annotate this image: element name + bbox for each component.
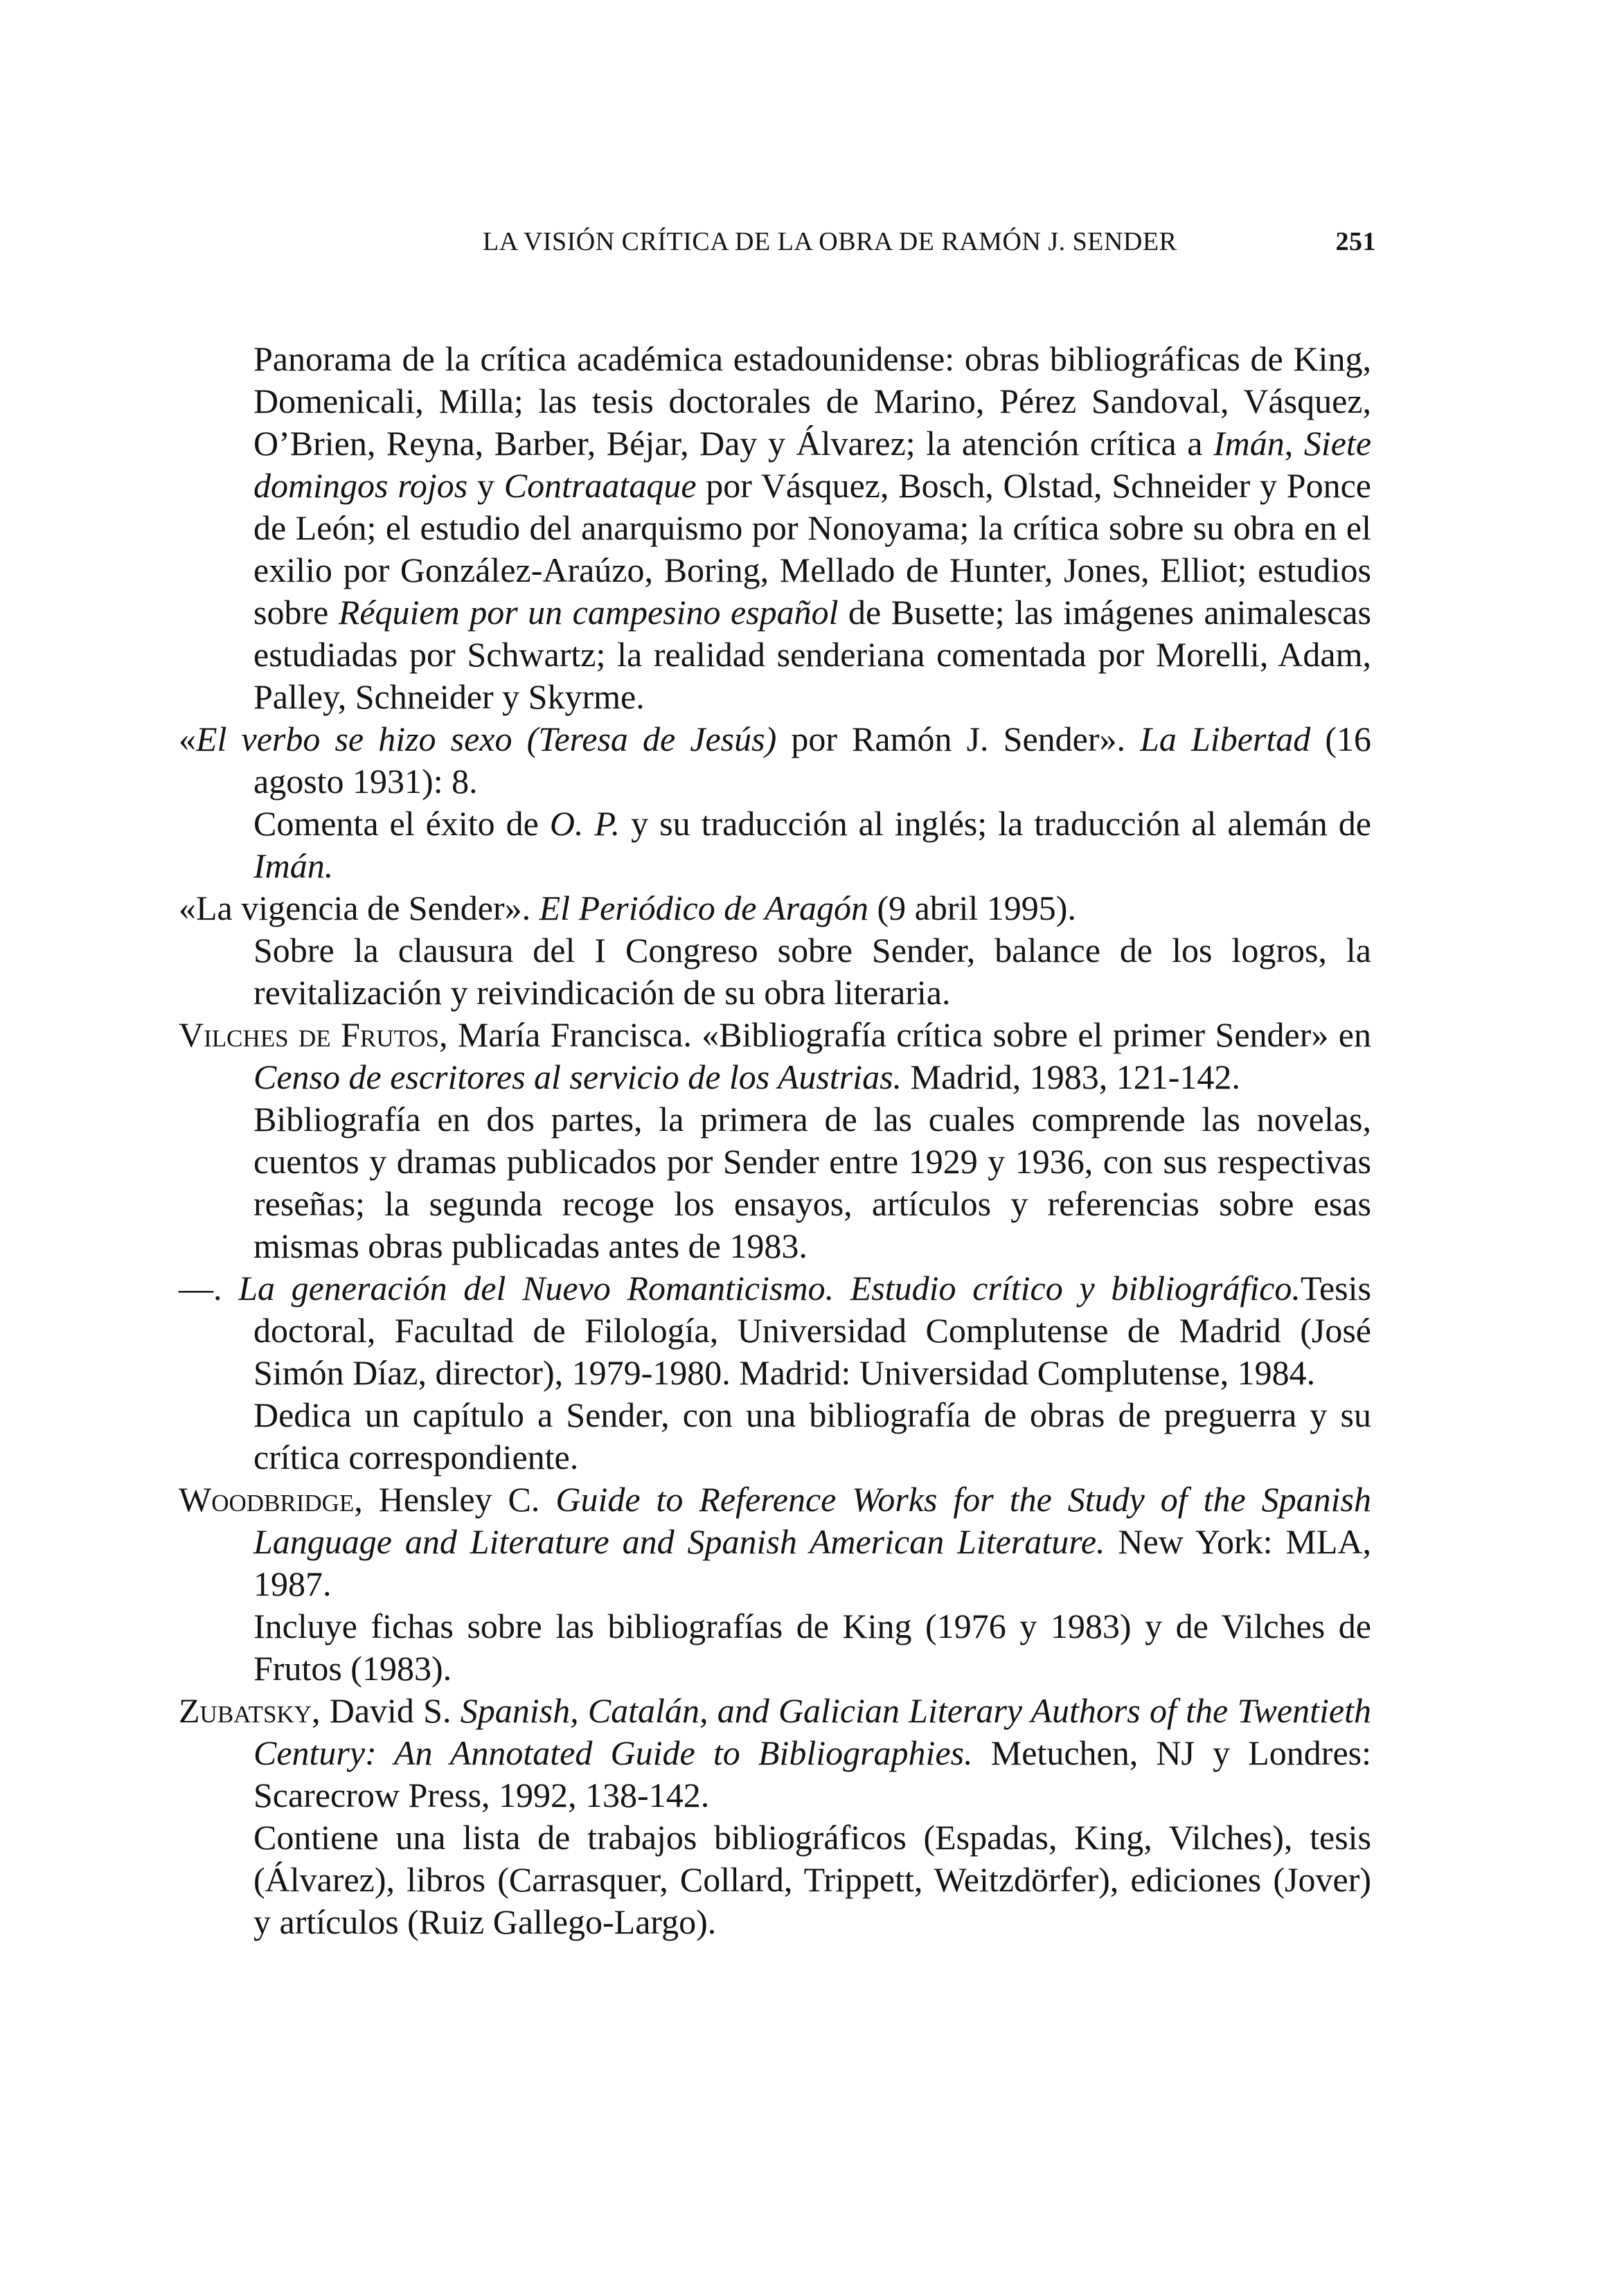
annotation-vilches-tesis: Dedica un capítulo a Sender, con una bibliografía de obras de preguerra y su crítica correspondiente. (253, 1395, 1371, 1476)
bibliography-entry-woodbridge: Woodbridge, Hensley C. Guide to Reference Works for the Study of the Spanish Language and Literature and Spanish American Literature. New York: MLA, 1987. (179, 1480, 1372, 1603)
running-title: LA VISIÓN CRÍTICA DE LA OBRA DE RAMÓN J. SENDER (483, 227, 1177, 256)
author-name: Vilches de Frutos (179, 1015, 440, 1054)
bibliography-entry-vilches-tesis: —. La generación del Nuevo Romanticismo. Estudio crítico y bibliográfico.Tesis doctoral, Facultad de Filología, Universidad Complutense de Madrid (José Simón Díaz, director), 1979-1980. Madrid: Universidad Complutense, 1984. (179, 1269, 1371, 1392)
bibliography-entry-vigencia: «La vigencia de Sender». El Periódico de Aragón (9 abril 1995). (179, 889, 1076, 927)
page-number: 251 (1335, 227, 1376, 256)
annotation-continued: Panorama de la crítica académica estadounidense: obras bibliográficas de King, Domenicali, Milla; las tesis doctorales de Marino, Pérez Sandoval, Vásquez, O’Brien, Reyna, Barber, Béjar, Day y Álvarez; la atención crítica a Imán, Siete domingos rojos y Contraataque por Vásquez, Bosch, Olstad, Schneider y Ponce de León; el estudio del anarquismo por Nonoyama; la crítica sobre su obra en el exilio por González-Araúzo, Boring, Mellado de Hunter, Jones, Elliot; estudios sobre Réquiem por un campesino español de Busette; las imágenes animalescas estudiadas por Schwartz; la realidad senderiana comentada por Morelli, Adam, Palley, Schneider y Skyrme. (253, 339, 1372, 716)
annotation-vilches-censo: Bibliografía en dos partes, la primera de las cuales comprende las novelas, cuentos y dramas publicados por Sender entre 1929 y 1936, con sus respectivas reseñas; la segunda recoge los ensayos, artículos y referencias sobre esas mismas obras publicadas antes de 1983. (253, 1100, 1371, 1265)
author-name: Zubatsky (179, 1691, 312, 1730)
annotation-zubatsky: Contiene una lista de trabajos bibliográficos (Espadas, King, Vilches), tesis (Álvarez), libros (Carrasquer, Collard, Trippett, Weitzdörfer), ediciones (Jover) y artículos (Ruiz Gallego-Largo). (253, 1818, 1371, 1941)
bibliography-entry-vilches-censo: Vilches de Frutos, María Francisca. «Bibliografía crítica sobre el primer Sender» en Censo de escritores al servicio de los Austrias. Madrid, 1983, 121-142. (179, 1015, 1371, 1096)
running-head (483, 226, 1376, 257)
annotation-verbo-sexo: Comenta el éxito de O. P. y su traducción al inglés; la traducción al alemán de Imán. (253, 804, 1371, 885)
bibliography-entry-zubatsky: Zubatsky, David S. Spanish, Catalán, and Galician Literary Authors of the Twentieth Century: An Annotated Guide to Bibliographies. Metuchen, NJ y Londres: Scarecrow Press, 1992, 138-142. (179, 1691, 1371, 1814)
annotation-woodbridge: Incluye fichas sobre las bibliografías de King (1976 y 1983) y de Vilches de Frutos (1983). (253, 1607, 1371, 1688)
page-body (179, 338, 1371, 1943)
bibliography-entry-verbo-sexo: «El verbo se hizo sexo (Teresa de Jesús) por Ramón J. Sender». La Libertad (16 agosto 1931): 8. (179, 720, 1371, 801)
author-name: Woodbridge (179, 1480, 355, 1519)
annotation-vigencia: Sobre la clausura del I Congreso sobre Sender, balance de los logros, la revitalización y reivindicación de su obra literaria. (253, 931, 1371, 1012)
